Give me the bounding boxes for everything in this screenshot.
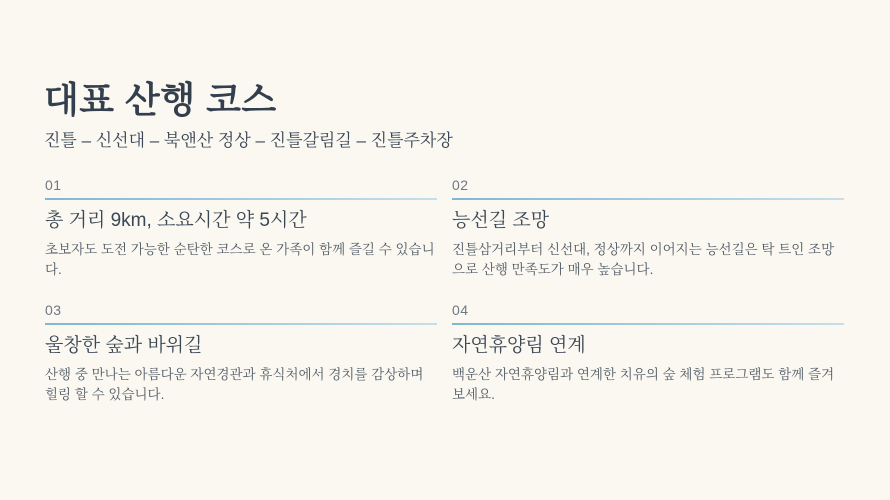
- section-number: 02: [452, 177, 469, 193]
- section-body: 초보자도 도전 가능한 순탄한 코스로 온 가족이 함께 즐길 수 있습니다.: [45, 241, 435, 277]
- course-route-subtitle: 진틀 – 신선대 – 북앤산 정상 – 진틀갈림길 – 진틀주차장: [44, 131, 453, 151]
- section-03: [45, 302, 437, 405]
- section-divider-line: [452, 198, 844, 200]
- section-divider-line: [45, 323, 437, 325]
- section-heading: 총 거리 9km, 소요시간 약 5시간: [45, 210, 307, 231]
- section-number: 03: [45, 302, 62, 319]
- section-number: 01: [45, 177, 62, 193]
- section-heading: 자연휴양림 연계: [452, 335, 586, 357]
- section-heading: 울창한 숲과 바위길: [45, 335, 203, 357]
- section-divider-line: [452, 323, 844, 325]
- section-02: [452, 177, 844, 280]
- section-number: 04: [452, 302, 469, 319]
- section-heading: 능선길 조망: [452, 210, 550, 231]
- slide-header: [44, 78, 845, 152]
- sections-grid: [45, 177, 844, 406]
- section-04: [452, 302, 844, 405]
- section-01: [45, 177, 437, 280]
- section-divider-line: [45, 198, 437, 200]
- page-title: 대표 산행 코스: [44, 79, 277, 120]
- section-body: 산행 중 만나는 아름다운 자연경관과 휴식처에서 경치를 감상하며 힐링 할 수 있습니다.: [45, 367, 424, 403]
- section-body: 진틀삼거리부터 신선대, 정상까지 이어지는 능선길은 탁 트인 조망으로 산행 만족도가 매우 높습니다.: [452, 241, 835, 277]
- section-body: 백운산 자연휴양림과 연계한 치유의 숲 체험 프로그램도 함께 즐겨보세요.: [452, 367, 835, 403]
